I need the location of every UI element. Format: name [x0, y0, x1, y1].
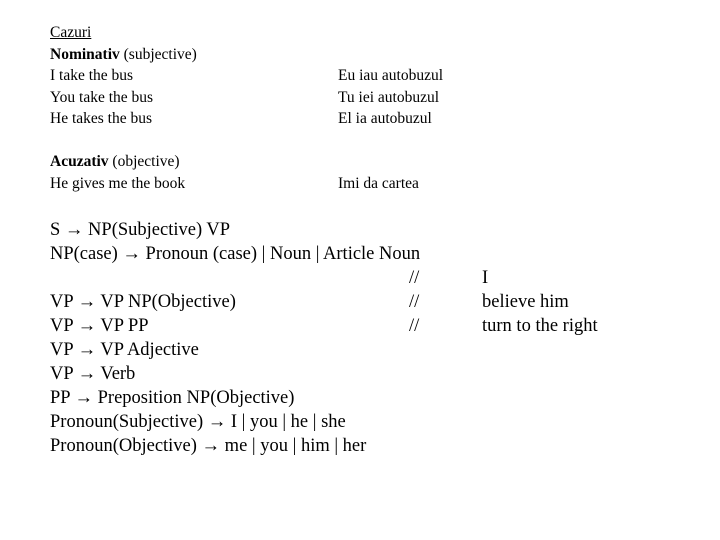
acuzativ-ro-1: Imi da cartea	[338, 175, 419, 192]
rule-pronoun-subj: Pronoun(Subjective) → I | you | he | she	[50, 412, 346, 432]
nominativ-heading	[50, 44, 197, 66]
rule-vp-np: VP → VP NP(Objective)	[50, 292, 236, 312]
nominativ-ro-2: Tu iei autobuzul	[338, 89, 440, 106]
acuzativ-en-1: He gives me the book	[50, 175, 186, 192]
rule-s: S → NP(Subjective) VP	[50, 220, 231, 240]
nominativ-ro-3: El ia autobuzul	[338, 110, 432, 127]
comment-mark-3: //	[409, 316, 420, 336]
acuzativ-gloss: (objective)	[108, 153, 180, 170]
example-3: turn to the right	[482, 316, 598, 336]
rule-pp: PP → Preposition NP(Objective)	[50, 388, 295, 408]
example-2: believe him	[482, 292, 569, 312]
example-1: I	[482, 268, 489, 288]
acuzativ-label: Acuzativ	[50, 153, 109, 170]
nominativ-gloss: (subjective)	[119, 46, 197, 63]
rule-np: NP(case) → Pronoun (case) | Noun | Article Noun	[50, 244, 421, 264]
comment-mark-2: //	[409, 292, 420, 312]
nominativ-en-1: I take the bus	[50, 67, 134, 84]
nominativ-label: Nominativ	[50, 46, 120, 63]
rule-vp-pp: VP → VP PP	[50, 316, 149, 336]
acuzativ-heading	[50, 151, 180, 173]
nominativ-en-2: You take the bus	[50, 89, 154, 106]
rule-vp-adj: VP → VP Adjective	[50, 340, 199, 360]
comment-mark-1: //	[409, 268, 420, 288]
nominativ-ro-1: Eu iau autobuzul	[338, 67, 444, 84]
nominativ-en-3: He takes the bus	[50, 110, 153, 127]
rule-vp-verb: VP → Verb	[50, 364, 136, 384]
rule-pronoun-obj: Pronoun(Objective) → me | you | him | her	[50, 436, 367, 456]
cases-title: Cazuri	[50, 24, 92, 41]
